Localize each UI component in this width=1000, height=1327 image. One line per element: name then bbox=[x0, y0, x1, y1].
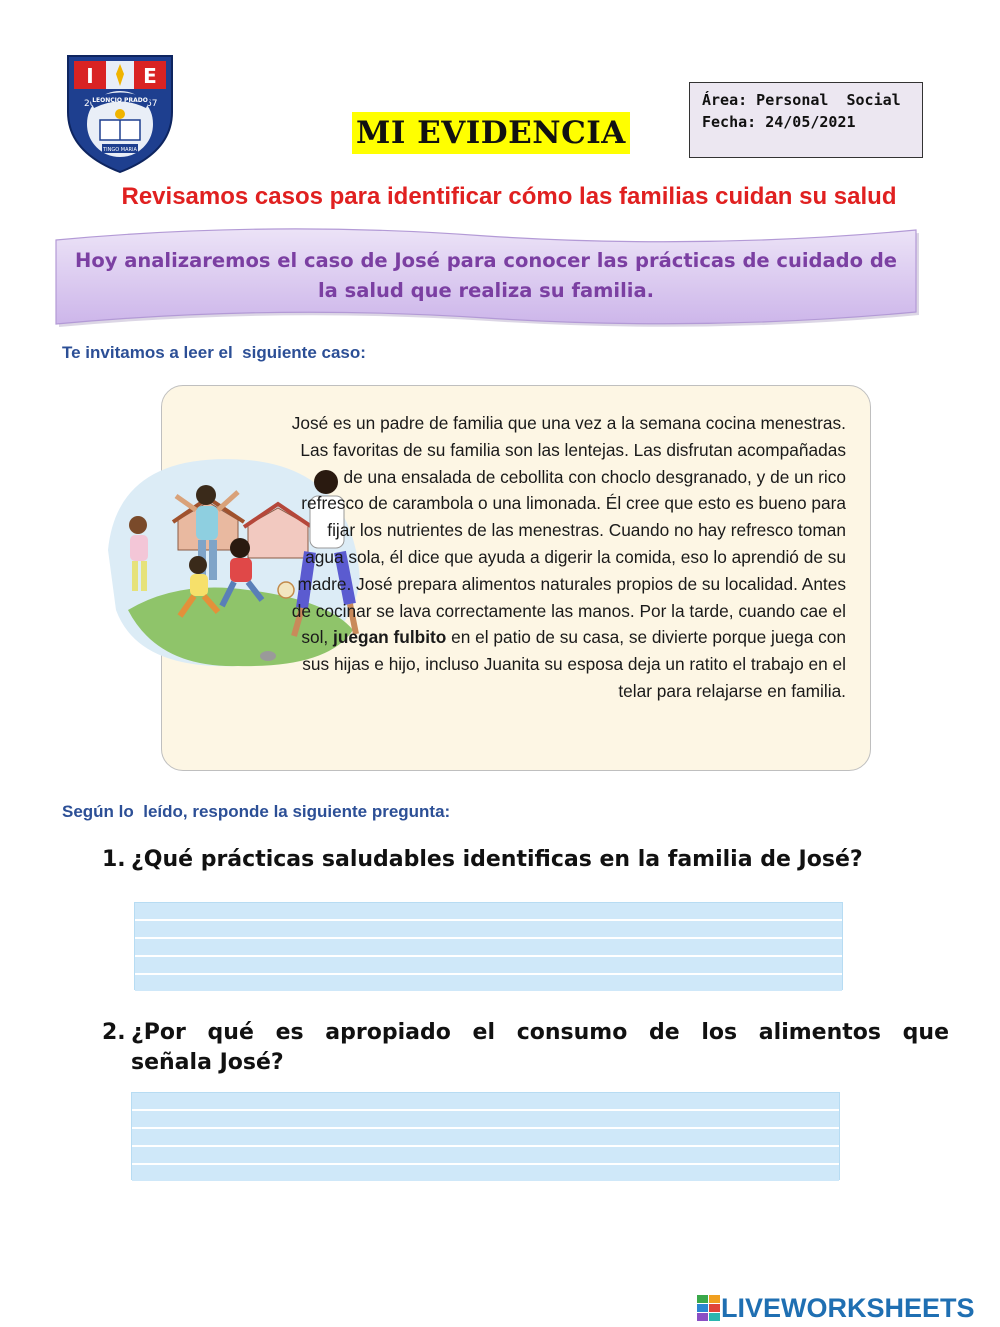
question-2-number: 2. bbox=[102, 1020, 126, 1045]
reading-invitation: Te invitamos a leer el siguiente caso: bbox=[62, 343, 366, 362]
banner-text: Hoy analizaremos el caso de José para conocer las prácticas de cuidado de la salud que realiza su familia. bbox=[75, 249, 897, 302]
logo-ribbon-text: LEONCIO PRADO bbox=[92, 97, 148, 104]
story-text-part1: José es un padre de familia que una vez a la semana cocina menestras. Las favoritas de su familia son las lentejas. Las disfrutan acompañadas de una ensalada de cebollita con choclo desgranado, y de un rico refresco de carambola o una limonada. Él cree que esto es bueno para fijar los nutrientes de las menestras. Cuando no hay refresco toman agua sola, él dice que ayuda a digerir la comida, eso lo aprendió de su madre. José prepara alimentos naturales propios de su localidad. Antes de cocinar se lava correctamente las manos. Por la tarde, cuando cae el sol, bbox=[291, 413, 846, 648]
question-2-line2: señala José? bbox=[131, 1050, 284, 1075]
liveworksheets-logo-icon bbox=[697, 1295, 721, 1321]
answer-1-field[interactable] bbox=[134, 902, 843, 990]
story-text-part2: en el patio de su casa, se divierte porque juega con sus hijas e hijo, incluso Juanita su esposa deja un ratito el trabajo en el telar para relajarse en familia. bbox=[302, 627, 846, 701]
area-date-box bbox=[689, 82, 923, 158]
answer-2-field[interactable] bbox=[131, 1092, 840, 1180]
liveworksheets-brand bbox=[697, 1291, 975, 1325]
area-label: Área: Personal Social bbox=[702, 91, 901, 109]
answer-prompt: Según lo leído, responde la siguiente pregunta: bbox=[62, 802, 451, 821]
logo-letter-e: E bbox=[143, 64, 157, 88]
story-text bbox=[286, 410, 846, 705]
logo-year-right: 67 bbox=[146, 99, 158, 109]
date-label: Fecha: 24/05/2021 bbox=[702, 113, 856, 131]
story-text-bold: juegan fulbito bbox=[333, 627, 447, 648]
logo-motto: TINGO MARIA bbox=[103, 147, 137, 153]
question-1-number: 1. bbox=[102, 847, 126, 872]
logo-letter-i: I bbox=[86, 64, 94, 88]
question-2-text bbox=[131, 1018, 949, 1078]
liveworksheets-text: LIVEWORKSHEETS bbox=[721, 1292, 975, 1323]
subtitle: Revisamos casos para identificar cómo las familias cuidan su salud bbox=[121, 183, 897, 210]
logo-year-left: 20 bbox=[84, 99, 96, 109]
school-crest-logo bbox=[62, 52, 178, 174]
question-1-text: ¿Qué prácticas saludables identificas en la familia de José? bbox=[131, 847, 863, 872]
page-title: MI EVIDENCIA bbox=[352, 112, 630, 154]
question-2-line1: ¿Por qué es apropiado el consumo de los alimentos que bbox=[131, 1020, 949, 1045]
